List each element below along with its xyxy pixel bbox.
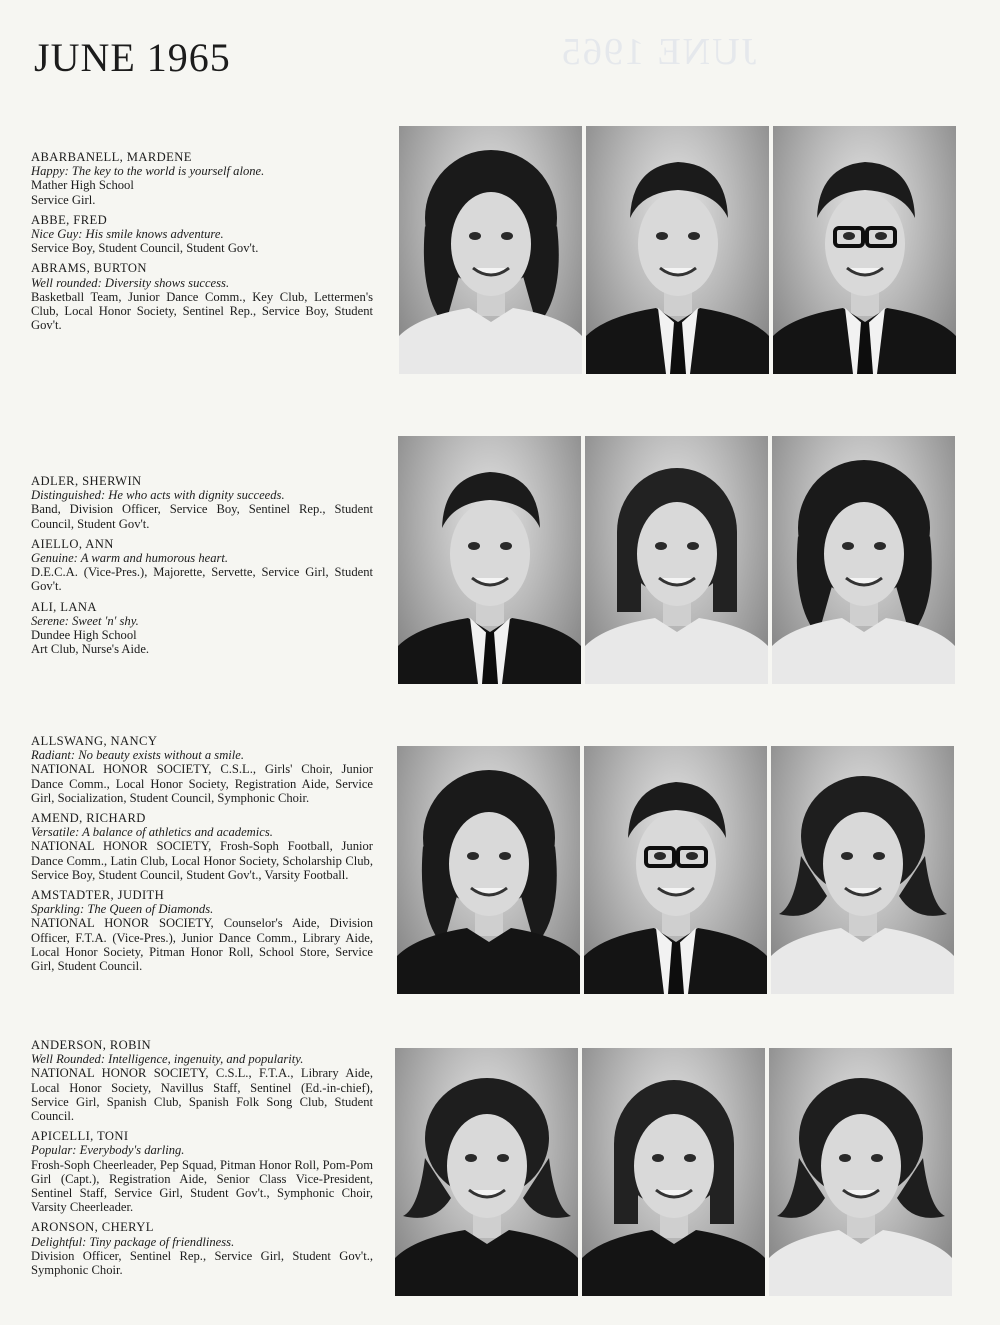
student-motto: Distinguished: He who acts with dignity succeeds. [31,488,285,503]
student-portrait-photo [398,436,581,684]
student-name: ABARBANELL, MARDENE [31,150,192,164]
portrait-row [397,746,954,994]
student-text-column [31,1038,373,1283]
student-motto: Well rounded: Diversity shows success. [31,275,230,290]
student-entry [31,1129,373,1214]
portrait-row [395,1048,952,1296]
student-portrait-photo [769,1048,952,1296]
student-entry [31,537,373,594]
student-activities: D.E.C.A. (Vice-Pres.), Majorette, Servette, Service Girl, Student Gov't. [31,565,373,594]
student-portrait-photo [397,746,580,994]
portrait-row [398,436,955,684]
student-motto: Genuine: A warm and humorous heart. [31,551,229,566]
student-prior-school: Mather High School [31,178,134,193]
student-entry [31,1038,373,1123]
student-name: ABBE, FRED [31,212,108,227]
student-portrait-photo [585,436,768,684]
student-activities: Band, Division Officer, Service Boy, Sentinel Rep., Student Council, Student Gov't. [31,502,373,531]
student-portrait-photo [584,746,767,994]
student-activities: NATIONAL HONOR SOCIETY, C.S.L., Girls' Choir, Junior Dance Comm., Local Honor Society, Registration Aide, Service Girl, Socialization, Student Council, Symphonic Choir. [31,762,373,805]
student-entry [31,1220,373,1277]
student-entry [31,600,373,657]
student-entry [31,261,373,332]
student-name: ABRAMS, BURTON [31,261,147,276]
student-entry [31,474,373,531]
student-entry [31,888,373,973]
student-motto: Serene: Sweet 'n' shy. [31,613,139,628]
student-prior-school: Dundee High School [31,628,137,643]
student-entry [31,213,373,256]
student-portrait-photo [395,1048,578,1296]
student-entry [31,734,373,805]
student-name: ANDERSON, ROBIN [31,1038,152,1052]
student-name: AMSTADTER, JUDITH [31,888,165,903]
student-motto: Versatile: A balance of athletics and academics. [31,825,273,840]
student-activities: NATIONAL HONOR SOCIETY, C.S.L., F.T.A., Library Aide, Local Honor Society, Navillus Staff, Sentinel (Ed.-in-chief), Service Girl, Spanish Club, Spanish Folk Song Club, Student Council. [31,1066,373,1124]
student-motto: Radiant: No beauty exists without a smile. [31,748,245,763]
student-activities: Division Officer, Sentinel Rep., Service Girl, Student Gov't., Symphonic Choir. [31,1248,373,1278]
student-text-column [31,734,373,979]
student-activities: Service Girl. [31,192,96,207]
student-activities: Service Boy, Student Council, Student Gov't. [31,241,259,256]
student-text-column [31,150,373,338]
student-name: ALI, LANA [31,599,97,614]
student-text-column [31,474,373,662]
student-name: ADLER, SHERWIN [31,474,142,488]
student-portrait-photo [399,126,582,374]
student-name: ALLSWANG, NANCY [31,734,158,748]
student-entry [31,150,373,207]
student-portrait-photo [771,746,954,994]
student-activities: Basketball Team, Junior Dance Comm., Key Club, Lettermen's Club, Local Honor Society, Sentinel Rep., Service Boy, Student Gov't. [31,289,373,333]
student-name: APICELLI, TONI [31,1129,129,1144]
student-activities: Frosh-Soph Cheerleader, Pep Squad, Pitman Honor Roll, Pom-Pom Girl (Capt.), Registration Aide, Senior Class Vice-President, Sentinel Staff, Service Girl, Student Gov't., Symphonic Choir, Varsity Cheerleader. [31,1157,373,1215]
student-activities: NATIONAL HONOR SOCIETY, Counselor's Aide, Division Officer, F.T.A. (Vice-Pres.), Junior Dance Comm., Library Aide, Local Honor Society, Pitman Honor Roll, School Store, Service Girl, Student Council. [31,916,373,974]
student-activities: NATIONAL HONOR SOCIETY, Frosh-Soph Football, Junior Dance Comm., Latin Club, Local Honor Society, Scholarship Club, Service Boy, Student Council, Student Gov't., Varsity Football. [31,839,373,882]
student-motto: Happy: The key to the world is yourself alone. [31,164,265,179]
student-portrait-photo [772,436,955,684]
page-title: JUNE 1965 [34,35,231,80]
student-portrait-photo [773,126,956,374]
student-motto: Delightful: Tiny package of friendliness. [31,1234,235,1249]
student-motto: Popular: Everybody's darling. [31,1143,185,1158]
student-motto: Nice Guy: His smile knows adventure. [31,227,224,242]
student-name: AIELLO, ANN [31,536,114,551]
portrait-row [399,126,956,374]
ghost-bleed-title: JUNE 1965 [560,31,757,73]
student-motto: Sparkling: The Queen of Diamonds. [31,902,214,917]
student-name: AMEND, RICHARD [31,811,146,826]
student-name: ARONSON, CHERYL [31,1220,154,1235]
student-motto: Well Rounded: Intelligence, ingenuity, and popularity. [31,1052,304,1067]
student-portrait-photo [586,126,769,374]
student-portrait-photo [582,1048,765,1296]
student-activities: Art Club, Nurse's Aide. [31,642,150,657]
student-entry [31,811,373,882]
